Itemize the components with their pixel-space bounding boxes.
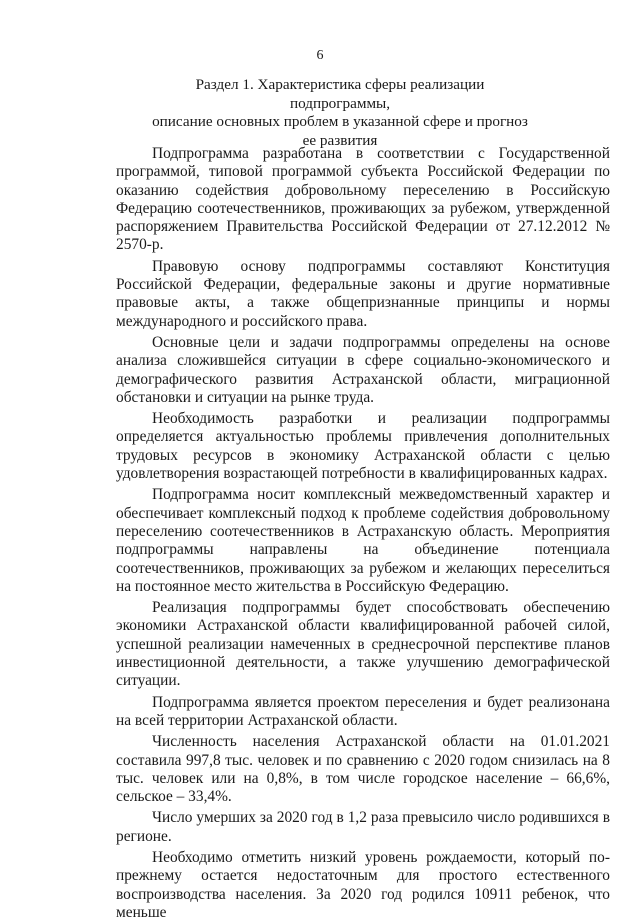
section-heading-line: Раздел 1. Характеристика сферы реализации подпрограммы, bbox=[195, 76, 485, 112]
paragraph: Подпрограмма разработана в соответствии с Государственной программой, типовой программой субъекта Российской Федерации по оказанию содействия добровольному переселению в Российскую Федерацию соотечественников, проживающих за рубежом, утвержденной распоряжением Правительства Российской Федерации от 27.12.2012 № 2570-р. bbox=[116, 145, 610, 254]
paragraph: Подпрограмма носит комплексный межведомственный характер и обеспечивает комплексный подход к проблеме содействия добровольному переселению соотечественников в Астраханскую область. Мероприятия подпрограммы направлены на объединение потенциала соотечественников, проживающих за рубежом и желающих переселиться на постоянное место жительства в Российскую Федерацию. bbox=[116, 486, 610, 595]
section-heading-line: описание основных проблем в указанной сфере и прогноз bbox=[152, 113, 528, 130]
paragraph: Необходимо отметить низкий уровень рождаемости, который по-прежнему остается недостаточным для простого естественного воспроизводства населения. За 2020 год родился 10911 ребенок, что меньше bbox=[116, 848, 610, 921]
section-heading-line: ее развития bbox=[302, 131, 378, 149]
paragraph: Подпрограмма является проектом переселения и будет реализонана на всей территории Астраханской области. bbox=[116, 693, 610, 729]
paragraph: Число умерших за 2020 год в 1,2 раза превысило число родившихся в регионе. bbox=[116, 809, 610, 845]
paragraph: Необходимость разработки и реализации подпрограммы определяется актуальностью проблемы привлечения дополнительных трудовых ресурсов в экономику Астраханской области с целью удовлетворения возрастающей потребности в квалифицированных кадрах. bbox=[116, 410, 610, 483]
paragraph: Правовую основу подпрограммы составляют Конституция Российской Федерации, федеральные законы и другие нормативные правовые акты, а также общепризнанные принципы и нормы международного и российского права. bbox=[116, 257, 610, 330]
section-heading bbox=[150, 76, 530, 150]
paragraph: Численность населения Астраханской области на 01.01.2021 составила 997,8 тыс. человек и по сравнению с 2020 годом снизилась на 8 тыс. человек или на 0,8%, в том числе городское население – 66,6%, сельское – 33,4%. bbox=[116, 733, 610, 806]
paragraph: Основные цели и задачи подпрограммы определены на основе анализа сложившейся ситуации в сфере социально-экономического и демографического развития Астраханской области, миграционной обстановки и ситуации на рынке труда. bbox=[116, 333, 610, 406]
document-body bbox=[116, 145, 610, 922]
paragraph: Реализация подпрограммы будет способствовать обеспечению экономики Астраханской области квалифицированной рабочей силой, успешной реализации намеченных в среднесрочной перспективе планов инвестиционной деятельности, а также улучшению демографической ситуации. bbox=[116, 599, 610, 690]
page-number: 6 bbox=[316, 48, 324, 63]
